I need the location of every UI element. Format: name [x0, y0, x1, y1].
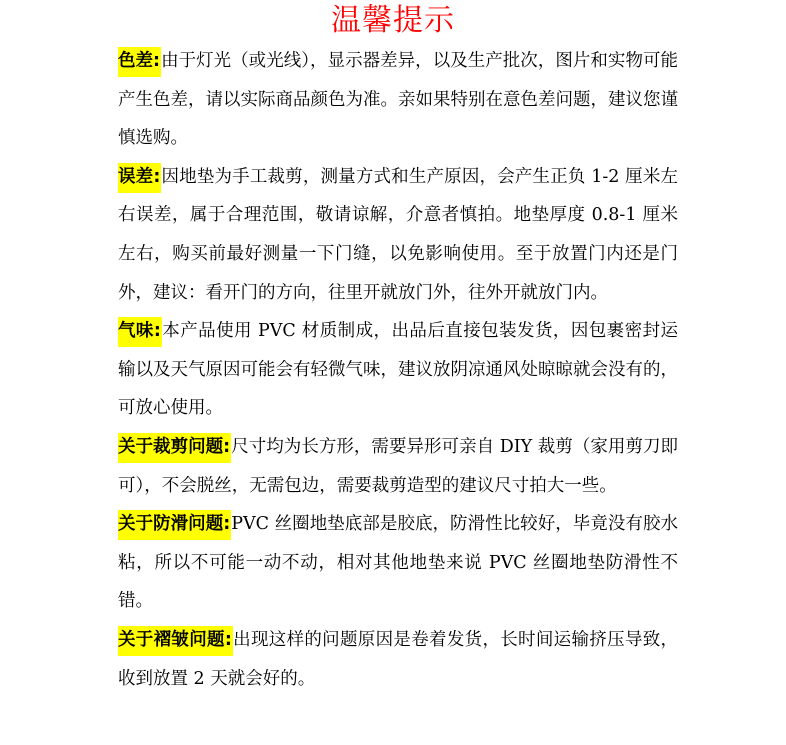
section-text: PVC 丝圈地垫底部是胶底，防滑性比较好，毕竟没有胶水粘，所以不可能一动不动，相对其他地垫来说 PVC 丝圈地垫防滑性不错。	[118, 514, 678, 612]
section-label: 关于防滑问题:	[118, 510, 231, 540]
section-label: 气味:	[118, 317, 162, 347]
section-text: 本产品使用 PVC 材质制成，出品后直接包装发货，因包裹密封运输以及天气原因可能会有轻微气味，建议放阴凉通风处晾晾就会没有的，可放心使用。	[118, 321, 678, 419]
page-title: 温馨提示	[331, 3, 455, 38]
section-text: 因地垫为手工裁剪，测量方式和生产原因，会产生正负 1-2 厘米左右误差，属于合理范围，敬请谅解，介意者慎拍。地垫厚度 0.8-1 厘米左右，购买前最好测量一下门缝，以免影响使用。至于放置门内还是门外，建议：看开门的方向，往里开就放门外，往外开就放门内。	[118, 166, 679, 303]
notice-content	[118, 42, 678, 698]
section-text: 由于灯光（或光线），显示器差异，以及生产批次，图片和实物可能产生色差，请以实际商品颜色为准。亲如果特别在意色差问题，建议您谨慎选购。	[118, 51, 678, 149]
section-color-difference	[118, 42, 678, 158]
section-label: 误差:	[118, 163, 161, 193]
section-anti-slip	[118, 505, 678, 621]
section-size-error	[118, 158, 678, 312]
section-label: 关于裁剪问题:	[118, 433, 231, 463]
section-text: 出现这样的问题原因是卷着发货，长时间运输挤压导致，收到放置 2 天就会好的。	[118, 629, 679, 689]
section-wrinkles	[118, 621, 678, 698]
section-label: 关于褶皱问题:	[118, 626, 233, 656]
section-text: 尺寸均为长方形，需要异形可亲自 DIY 裁剪（家用剪刀即可），不会脱丝，无需包边，需要裁剪造型的建议尺寸拍大一些。	[118, 436, 678, 496]
section-odor	[118, 312, 678, 428]
section-label: 色差:	[118, 47, 161, 77]
section-cutting	[118, 428, 678, 505]
